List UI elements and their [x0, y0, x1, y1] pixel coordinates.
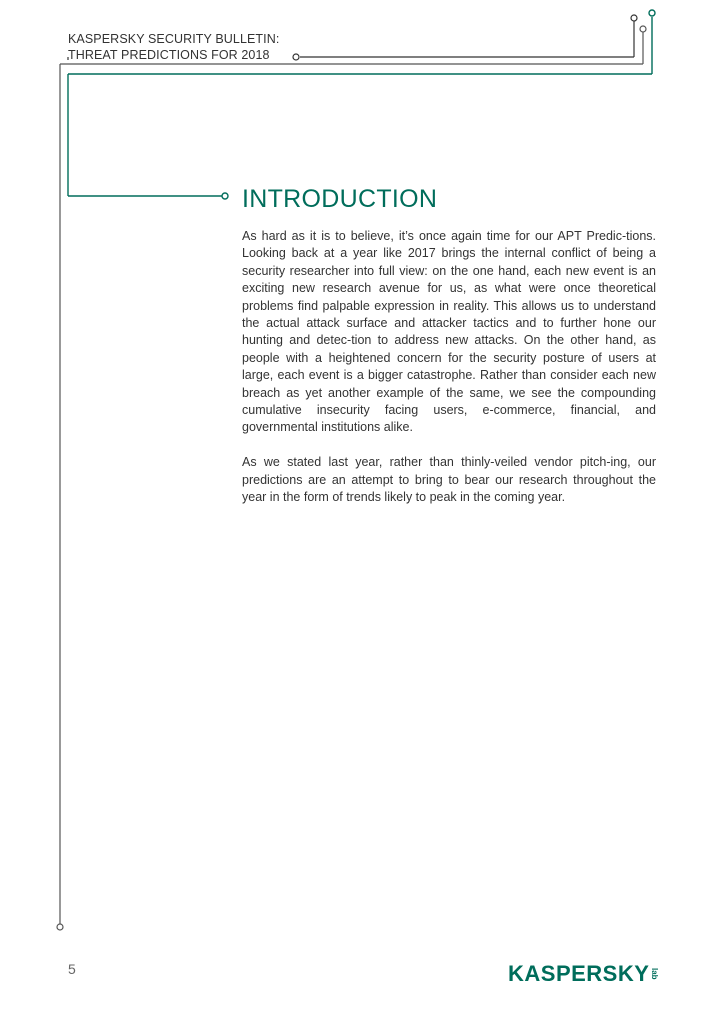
kaspersky-logo: [508, 960, 658, 986]
body-text: [242, 228, 656, 524]
paragraph-2: As we stated last year, rather than thinly-veiled vendor pitch-ing, our predictions are an attempt to bring to bear our research throughout the year in the form of trends likely to peak in the coming year.: [242, 455, 656, 505]
node-icon: [293, 54, 299, 60]
logo-text: KASPERSKY: [508, 961, 650, 986]
page-number: 5: [68, 961, 76, 977]
node-icon: [57, 924, 63, 930]
section-title: INTRODUCTION: [242, 185, 438, 213]
logo-sub: lab: [650, 968, 659, 980]
header-line-1: KASPERSKY SECURITY BULLETIN:: [68, 32, 280, 46]
node-icon: [649, 10, 655, 16]
node-icon: [222, 193, 228, 199]
bulletin-header: [68, 31, 279, 63]
header-line-2: THREAT PREDICTIONS FOR 2018: [68, 48, 270, 62]
paragraph-1: As hard as it is to believe, it’s once again time for our APT Predic-tions. Looking back at a year like 2017 brings the internal conflict of being a security researcher into full view: on the one hand, each new event is an exciting new research avenue for us, as what were once theoretical problems find palpable expression in reality. This allows us to understand the actual attack surface and attacker tactics and to further hone our hunting and detec-tion to address new attacks. On the other hand, as people with a heightened concern for the security posture of users at large, each event is a bigger catastrophe. Rather than consider each new breach as yet another example of the same, we see the compounding cumulative insecurity facing users, e-commerce, financial, and governmental institutions alike.: [242, 229, 656, 435]
node-icon: [640, 26, 646, 32]
node-icon: [631, 15, 637, 21]
